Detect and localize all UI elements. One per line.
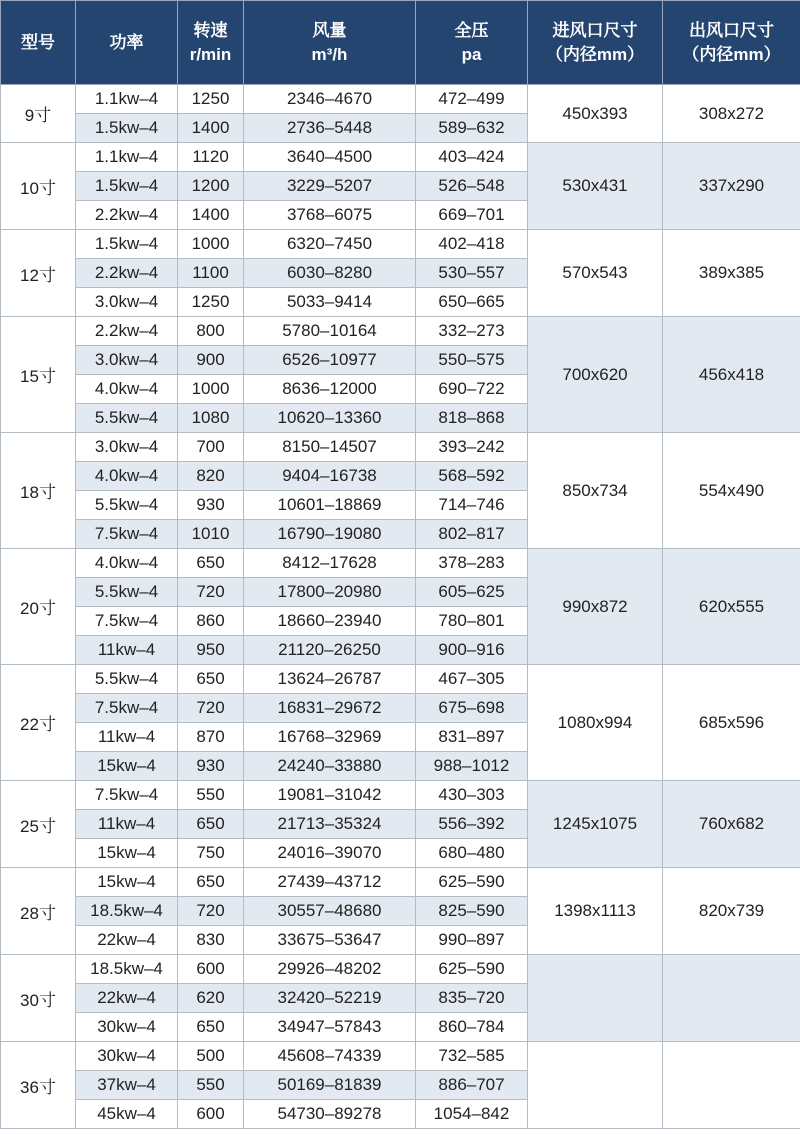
pressure-cell: 690–722	[416, 375, 528, 404]
speed-cell: 1120	[178, 143, 244, 172]
pressure-cell: 900–916	[416, 636, 528, 665]
header-model	[1, 1, 76, 85]
inlet-size-cell: 1398x1113	[528, 868, 663, 955]
pressure-cell: 402–418	[416, 230, 528, 259]
speed-cell: 700	[178, 433, 244, 462]
power-cell: 5.5kw–4	[76, 665, 178, 694]
airflow-cell: 9404–16738	[244, 462, 416, 491]
pressure-cell: 825–590	[416, 897, 528, 926]
airflow-cell: 17800–20980	[244, 578, 416, 607]
header-pressure-label: 全压	[454, 20, 489, 40]
speed-cell: 650	[178, 810, 244, 839]
pressure-cell: 886–707	[416, 1071, 528, 1100]
power-cell: 15kw–4	[76, 868, 178, 897]
pressure-cell: 625–590	[416, 868, 528, 897]
pressure-cell: 393–242	[416, 433, 528, 462]
power-cell: 5.5kw–4	[76, 491, 178, 520]
header-speed-unit: r/min	[189, 44, 232, 64]
airflow-cell: 33675–53647	[244, 926, 416, 955]
inlet-size-cell: 990x872	[528, 549, 663, 665]
airflow-cell: 16831–29672	[244, 694, 416, 723]
airflow-cell: 2736–5448	[244, 114, 416, 143]
header-inlet-label: 进风口尺寸	[552, 20, 638, 40]
table-row	[1, 1042, 800, 1071]
power-cell: 3.0kw–4	[76, 288, 178, 317]
header-speed-label: 转速	[193, 20, 228, 40]
speed-cell: 950	[178, 636, 244, 665]
outlet-size-cell: 337x290	[663, 143, 800, 230]
header-outlet-label: 出风口尺寸	[689, 20, 774, 40]
speed-cell: 1250	[178, 288, 244, 317]
table-row	[1, 433, 800, 462]
speed-cell: 830	[178, 926, 244, 955]
speed-cell: 720	[178, 897, 244, 926]
airflow-cell: 18660–23940	[244, 607, 416, 636]
header-inlet-size	[528, 1, 663, 85]
header-model-label: 型号	[21, 32, 55, 52]
power-cell: 1.5kw–4	[76, 114, 178, 143]
model-cell: 25寸	[1, 781, 76, 868]
speed-cell: 650	[178, 549, 244, 578]
outlet-size-cell: 820x739	[663, 868, 800, 955]
airflow-cell: 32420–52219	[244, 984, 416, 1013]
speed-cell: 550	[178, 1071, 244, 1100]
power-cell: 15kw–4	[76, 752, 178, 781]
power-cell: 4.0kw–4	[76, 549, 178, 578]
power-cell: 7.5kw–4	[76, 781, 178, 810]
speed-cell: 800	[178, 317, 244, 346]
airflow-cell: 3768–6075	[244, 201, 416, 230]
airflow-cell: 10601–18869	[244, 491, 416, 520]
model-cell: 9寸	[1, 85, 76, 143]
outlet-size-cell: 760x682	[663, 781, 800, 868]
model-cell: 36寸	[1, 1042, 76, 1129]
power-cell: 3.0kw–4	[76, 346, 178, 375]
pressure-cell: 831–897	[416, 723, 528, 752]
inlet-size-cell: 850x734	[528, 433, 663, 549]
airflow-cell: 5780–10164	[244, 317, 416, 346]
power-cell: 30kw–4	[76, 1042, 178, 1071]
header-airflow-unit: m³/h	[311, 44, 348, 64]
outlet-size-cell: 554x490	[663, 433, 800, 549]
pressure-cell: 589–632	[416, 114, 528, 143]
pressure-cell: 835–720	[416, 984, 528, 1013]
inlet-size-cell: 450x393	[528, 85, 663, 143]
pressure-cell: 680–480	[416, 839, 528, 868]
pressure-cell: 650–665	[416, 288, 528, 317]
pressure-cell: 988–1012	[416, 752, 528, 781]
speed-cell: 1080	[178, 404, 244, 433]
pressure-cell: 332–273	[416, 317, 528, 346]
header-pressure	[416, 1, 528, 85]
table-row	[1, 549, 800, 578]
power-cell: 11kw–4	[76, 636, 178, 665]
power-cell: 22kw–4	[76, 984, 178, 1013]
outlet-size-cell: 308x272	[663, 85, 800, 143]
pressure-cell: 530–557	[416, 259, 528, 288]
airflow-cell: 21713–35324	[244, 810, 416, 839]
pressure-cell: 568–592	[416, 462, 528, 491]
table-body	[1, 85, 800, 1129]
speed-cell: 1010	[178, 520, 244, 549]
speed-cell: 820	[178, 462, 244, 491]
airflow-cell: 6526–10977	[244, 346, 416, 375]
header-speed	[178, 1, 244, 85]
table-row	[1, 781, 800, 810]
airflow-cell: 8636–12000	[244, 375, 416, 404]
airflow-cell: 27439–43712	[244, 868, 416, 897]
table-row	[1, 85, 800, 114]
pressure-cell: 625–590	[416, 955, 528, 984]
pressure-cell: 860–784	[416, 1013, 528, 1042]
airflow-cell: 8150–14507	[244, 433, 416, 462]
speed-cell: 720	[178, 694, 244, 723]
speed-cell: 930	[178, 491, 244, 520]
model-cell: 15寸	[1, 317, 76, 433]
table-row	[1, 317, 800, 346]
model-cell: 18寸	[1, 433, 76, 549]
power-cell: 22kw–4	[76, 926, 178, 955]
outlet-size-cell	[663, 955, 800, 1042]
outlet-size-cell	[663, 1042, 800, 1129]
airflow-cell: 30557–48680	[244, 897, 416, 926]
speed-cell: 650	[178, 665, 244, 694]
inlet-size-cell: 700x620	[528, 317, 663, 433]
table-row	[1, 143, 800, 172]
speed-cell: 1250	[178, 85, 244, 114]
pressure-cell: 430–303	[416, 781, 528, 810]
speed-cell: 900	[178, 346, 244, 375]
pressure-cell: 780–801	[416, 607, 528, 636]
airflow-cell: 16790–19080	[244, 520, 416, 549]
outlet-size-cell: 389x385	[663, 230, 800, 317]
airflow-cell: 19081–31042	[244, 781, 416, 810]
table-row	[1, 230, 800, 259]
airflow-cell: 6030–8280	[244, 259, 416, 288]
speed-cell: 720	[178, 578, 244, 607]
pressure-cell: 714–746	[416, 491, 528, 520]
power-cell: 2.2kw–4	[76, 317, 178, 346]
outlet-size-cell: 456x418	[663, 317, 800, 433]
airflow-cell: 13624–26787	[244, 665, 416, 694]
power-cell: 1.5kw–4	[76, 230, 178, 259]
power-cell: 7.5kw–4	[76, 607, 178, 636]
inlet-size-cell: 1245x1075	[528, 781, 663, 868]
airflow-cell: 3640–4500	[244, 143, 416, 172]
speed-cell: 620	[178, 984, 244, 1013]
power-cell: 45kw–4	[76, 1100, 178, 1129]
power-cell: 1.5kw–4	[76, 172, 178, 201]
power-cell: 4.0kw–4	[76, 462, 178, 491]
airflow-cell: 3229–5207	[244, 172, 416, 201]
power-cell: 7.5kw–4	[76, 694, 178, 723]
speed-cell: 1400	[178, 114, 244, 143]
power-cell: 18.5kw–4	[76, 955, 178, 984]
airflow-cell: 24240–33880	[244, 752, 416, 781]
airflow-cell: 21120–26250	[244, 636, 416, 665]
power-cell: 11kw–4	[76, 723, 178, 752]
table-row	[1, 868, 800, 897]
airflow-cell: 24016–39070	[244, 839, 416, 868]
table-header-row	[1, 1, 800, 85]
power-cell: 5.5kw–4	[76, 578, 178, 607]
speed-cell: 600	[178, 1100, 244, 1129]
power-cell: 4.0kw–4	[76, 375, 178, 404]
header-pressure-unit: pa	[461, 44, 482, 64]
airflow-cell: 6320–7450	[244, 230, 416, 259]
inlet-size-cell	[528, 955, 663, 1042]
pressure-cell: 550–575	[416, 346, 528, 375]
pressure-cell: 472–499	[416, 85, 528, 114]
header-power-label: 功率	[109, 32, 144, 52]
speed-cell: 650	[178, 1013, 244, 1042]
model-cell: 28寸	[1, 868, 76, 955]
header-inlet-unit: （内径mm）	[545, 44, 645, 64]
model-cell: 12寸	[1, 230, 76, 317]
model-cell: 10寸	[1, 143, 76, 230]
speed-cell: 1200	[178, 172, 244, 201]
speed-cell: 1400	[178, 201, 244, 230]
pressure-cell: 605–625	[416, 578, 528, 607]
speed-cell: 860	[178, 607, 244, 636]
pressure-cell: 403–424	[416, 143, 528, 172]
power-cell: 7.5kw–4	[76, 520, 178, 549]
outlet-size-cell: 685x596	[663, 665, 800, 781]
pressure-cell: 669–701	[416, 201, 528, 230]
pressure-cell: 467–305	[416, 665, 528, 694]
speed-cell: 930	[178, 752, 244, 781]
model-cell: 30寸	[1, 955, 76, 1042]
pressure-cell: 378–283	[416, 549, 528, 578]
header-outlet-unit: （内径mm）	[682, 44, 781, 64]
airflow-cell: 5033–9414	[244, 288, 416, 317]
airflow-cell: 16768–32969	[244, 723, 416, 752]
power-cell: 18.5kw–4	[76, 897, 178, 926]
pressure-cell: 526–548	[416, 172, 528, 201]
speed-cell: 500	[178, 1042, 244, 1071]
power-cell: 15kw–4	[76, 839, 178, 868]
header-airflow	[244, 1, 416, 85]
airflow-cell: 10620–13360	[244, 404, 416, 433]
airflow-cell: 29926–48202	[244, 955, 416, 984]
speed-cell: 650	[178, 868, 244, 897]
power-cell: 2.2kw–4	[76, 259, 178, 288]
header-airflow-label: 风量	[312, 20, 347, 40]
pressure-cell: 1054–842	[416, 1100, 528, 1129]
model-cell: 22寸	[1, 665, 76, 781]
header-outlet-size	[663, 1, 800, 85]
speed-cell: 1000	[178, 375, 244, 404]
airflow-cell: 34947–57843	[244, 1013, 416, 1042]
airflow-cell: 45608–74339	[244, 1042, 416, 1071]
airflow-cell: 2346–4670	[244, 85, 416, 114]
pressure-cell: 802–817	[416, 520, 528, 549]
table-row	[1, 955, 800, 984]
speed-cell: 870	[178, 723, 244, 752]
inlet-size-cell: 1080x994	[528, 665, 663, 781]
inlet-size-cell: 530x431	[528, 143, 663, 230]
power-cell: 1.1kw–4	[76, 143, 178, 172]
power-cell: 2.2kw–4	[76, 201, 178, 230]
outlet-size-cell: 620x555	[663, 549, 800, 665]
airflow-cell: 8412–17628	[244, 549, 416, 578]
speed-cell: 1000	[178, 230, 244, 259]
inlet-size-cell	[528, 1042, 663, 1129]
model-cell: 20寸	[1, 549, 76, 665]
speed-cell: 600	[178, 955, 244, 984]
airflow-cell: 50169–81839	[244, 1071, 416, 1100]
power-cell: 5.5kw–4	[76, 404, 178, 433]
header-power	[76, 1, 178, 85]
airflow-cell: 54730–89278	[244, 1100, 416, 1129]
pressure-cell: 818–868	[416, 404, 528, 433]
power-cell: 1.1kw–4	[76, 85, 178, 114]
power-cell: 37kw–4	[76, 1071, 178, 1100]
inlet-size-cell: 570x543	[528, 230, 663, 317]
speed-cell: 1100	[178, 259, 244, 288]
pressure-cell: 732–585	[416, 1042, 528, 1071]
pressure-cell: 675–698	[416, 694, 528, 723]
pressure-cell: 556–392	[416, 810, 528, 839]
speed-cell: 750	[178, 839, 244, 868]
power-cell: 30kw–4	[76, 1013, 178, 1042]
speed-cell: 550	[178, 781, 244, 810]
power-cell: 11kw–4	[76, 810, 178, 839]
pressure-cell: 990–897	[416, 926, 528, 955]
power-cell: 3.0kw–4	[76, 433, 178, 462]
table-row	[1, 665, 800, 694]
